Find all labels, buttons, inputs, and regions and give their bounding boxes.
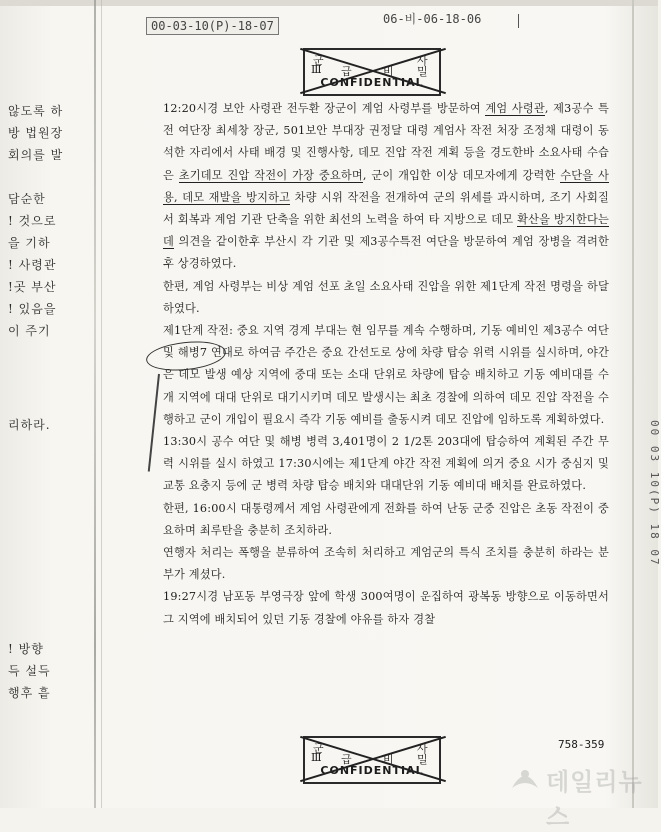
stamp-char: 사 [417,54,430,67]
left-page-fragment: 않도록 하 [8,104,64,118]
left-page-fragment: 득 설득 [8,664,51,678]
scan-edge-right [632,0,634,808]
page-fold-line [94,0,96,808]
body-paragraph [163,586,609,630]
left-page-fragment: 행후 흩 [8,686,51,700]
left-page-fragment: 방 법원장 [8,126,64,140]
scan-edge [0,0,658,6]
stamp-char: 밀 [417,753,430,766]
text-segment: , 군이 개입한 이상 데모자에게 강력한 [362,168,561,182]
stamp-char: 비 [383,753,396,766]
text-segment: 한편, 16:00시 대통령께서 계엄 사령관에게 전화를 하여 난동 군중 진압은 초동 작전이 중요하며 최루탄을 충분히 조치하라. [163,501,609,537]
stamp-label: CONFIDENTIAL [320,764,424,777]
left-page-fragment: 회의를 발 [8,148,64,162]
watermark [506,760,646,831]
text-segment: 연행자 처리는 폭행을 분류하여 조속히 처리하고 계엄군의 특식 조치를 충분히 하라는 분부가 계셨다. [163,546,609,582]
left-page-fragment: ! 것으로 [8,214,57,228]
underlined-text: 계엄 사령관 [485,102,545,115]
page-fold-shadow [101,0,102,808]
body-paragraph [163,320,609,431]
left-page-fragment: 이 주기 [8,324,51,338]
right-edge-code: 00 03 10(P) 18 07 [648,420,661,567]
watermark-logo-icon [508,762,542,796]
handwritten-margin-line [148,374,160,472]
body-paragraph [163,542,609,586]
body-paragraph [163,276,609,320]
left-page-fragment: 을 기하 [8,236,51,250]
document-code-left: 00-03-10(P)-18-07 [146,17,279,35]
text-segment: 12:20시경 보안 사령관 전두환 장군이 계엄 사령부를 방문하여 [163,102,486,115]
stamp-char: 군 [313,54,326,67]
underlined-text: 수단을 사용, 데모 재발을 방지하고 [163,168,610,204]
underlined-text: 초기데모 진압 작전이 가장 중요하며 [178,168,363,182]
body-paragraph [163,431,609,498]
page-number: 758-359 [558,738,605,751]
confidential-stamp-top [303,48,441,96]
left-page-fragment: 리하라. [8,418,51,432]
stamp-char: Ⅲ [311,751,324,764]
margin-tick [518,14,519,28]
watermark-text: 데일리뉴스 [546,768,643,831]
stamp-char: 군 [313,742,326,755]
underlined-text: 확산을 방지한다는데 [163,213,609,249]
text-segment: 19:27시경 남포동 부영극장 앞에 학생 300여명이 운집하여 광복동 방향으로 이동하면서 그 지역에 배치되어 있던 기동 경찰에 야유를 하자 경찰 [163,590,609,626]
text-segment: : 중요 지역 경계 부대는 현 임무를 계속 수행하며, 기동 예비인 제3공수 여단 및 해병7 연대로 하여금 주간은 중요 간선도로 상에 차량 탑승 위력 시위를 실시하며, 야간은 데모 발생 예상 지역에 중대 또는 소대 단위로 차량에 탑승 배치하고 기동 예비대를 수개 지역에 대대 단위로 대기시키며 데모 발생시는 최초 경찰에 의하여 데모 진압 작전을 수행하고 군이 개입이 필요시 즉각 기동 예비를 출동시켜 데모 진압에 임하도록 계획하였다. [163,324,609,426]
stamp-char: 사 [417,742,430,755]
left-page-fragment: ! 사령관 [8,258,57,272]
stamp-char: 비 [383,65,396,78]
left-page-fragment: ! 있음을 [8,302,57,316]
stamp-char: Ⅲ [311,63,324,76]
text-segment: 한편, 계엄 사령부는 비상 계엄 선포 초일 소요사태 진압을 위한 제1단계 작전 명령을 하달하였다. [163,279,609,315]
document-body [163,98,609,631]
left-page-fragment: !곳 부산 [8,280,57,294]
text-segment: 의견을 같이한후 부산시 각 기관 및 제3공수특전 여단을 방문하여 계엄 장병을 격려한후 상경하였다. [163,235,609,271]
text-segment: 13:30시 공수 여단 및 해병 병력 3,401명이 2 1/2톤 203대에 탑승하여 계획된 주간 무력 시위를 실시 하였고 17:30시에는 제1단계 야간 작전 계획에 의거 중요 시가 중심지 및 교통 요충지 등에 군 병력 차량 탑승 배치와 대대단위 기동 예비대 배치를 완료하였다. [163,435,609,493]
stamp-char: 급 [341,753,354,766]
circled-heading: 제1단계 작전 [163,324,230,338]
body-paragraph [163,498,609,542]
left-page-fragment: ! 방향 [8,642,44,656]
left-page-fragment: 담순한 [8,192,46,206]
stamp-char: 급 [341,65,354,78]
stamp-char: 밀 [417,65,430,78]
text-segment: , 제3공수 특전 여단장 최세창 장군, 501보안 부대장 권정달 대령 계엄사 작전 처장 조정채 대령이 동석한 자리에서 사태 배경 및 진행사항, 데모 진압 작전 계획 등을 경도한바 소요사태 수습은 [163,102,609,182]
text-segment: 차량 시위 작전을 전개하여 군의 위세를 과시하며, 조기 사회질서 회복과 계엄 기관 단축을 위한 최선의 노력을 하여 타 지방으로 데모 [163,190,609,227]
stamp-label: CONFIDENTIAL [320,76,424,89]
confidential-stamp-bottom [303,736,441,784]
document-code-right: 06-비-06-18-06 [383,12,482,26]
body-paragraph [163,98,609,276]
